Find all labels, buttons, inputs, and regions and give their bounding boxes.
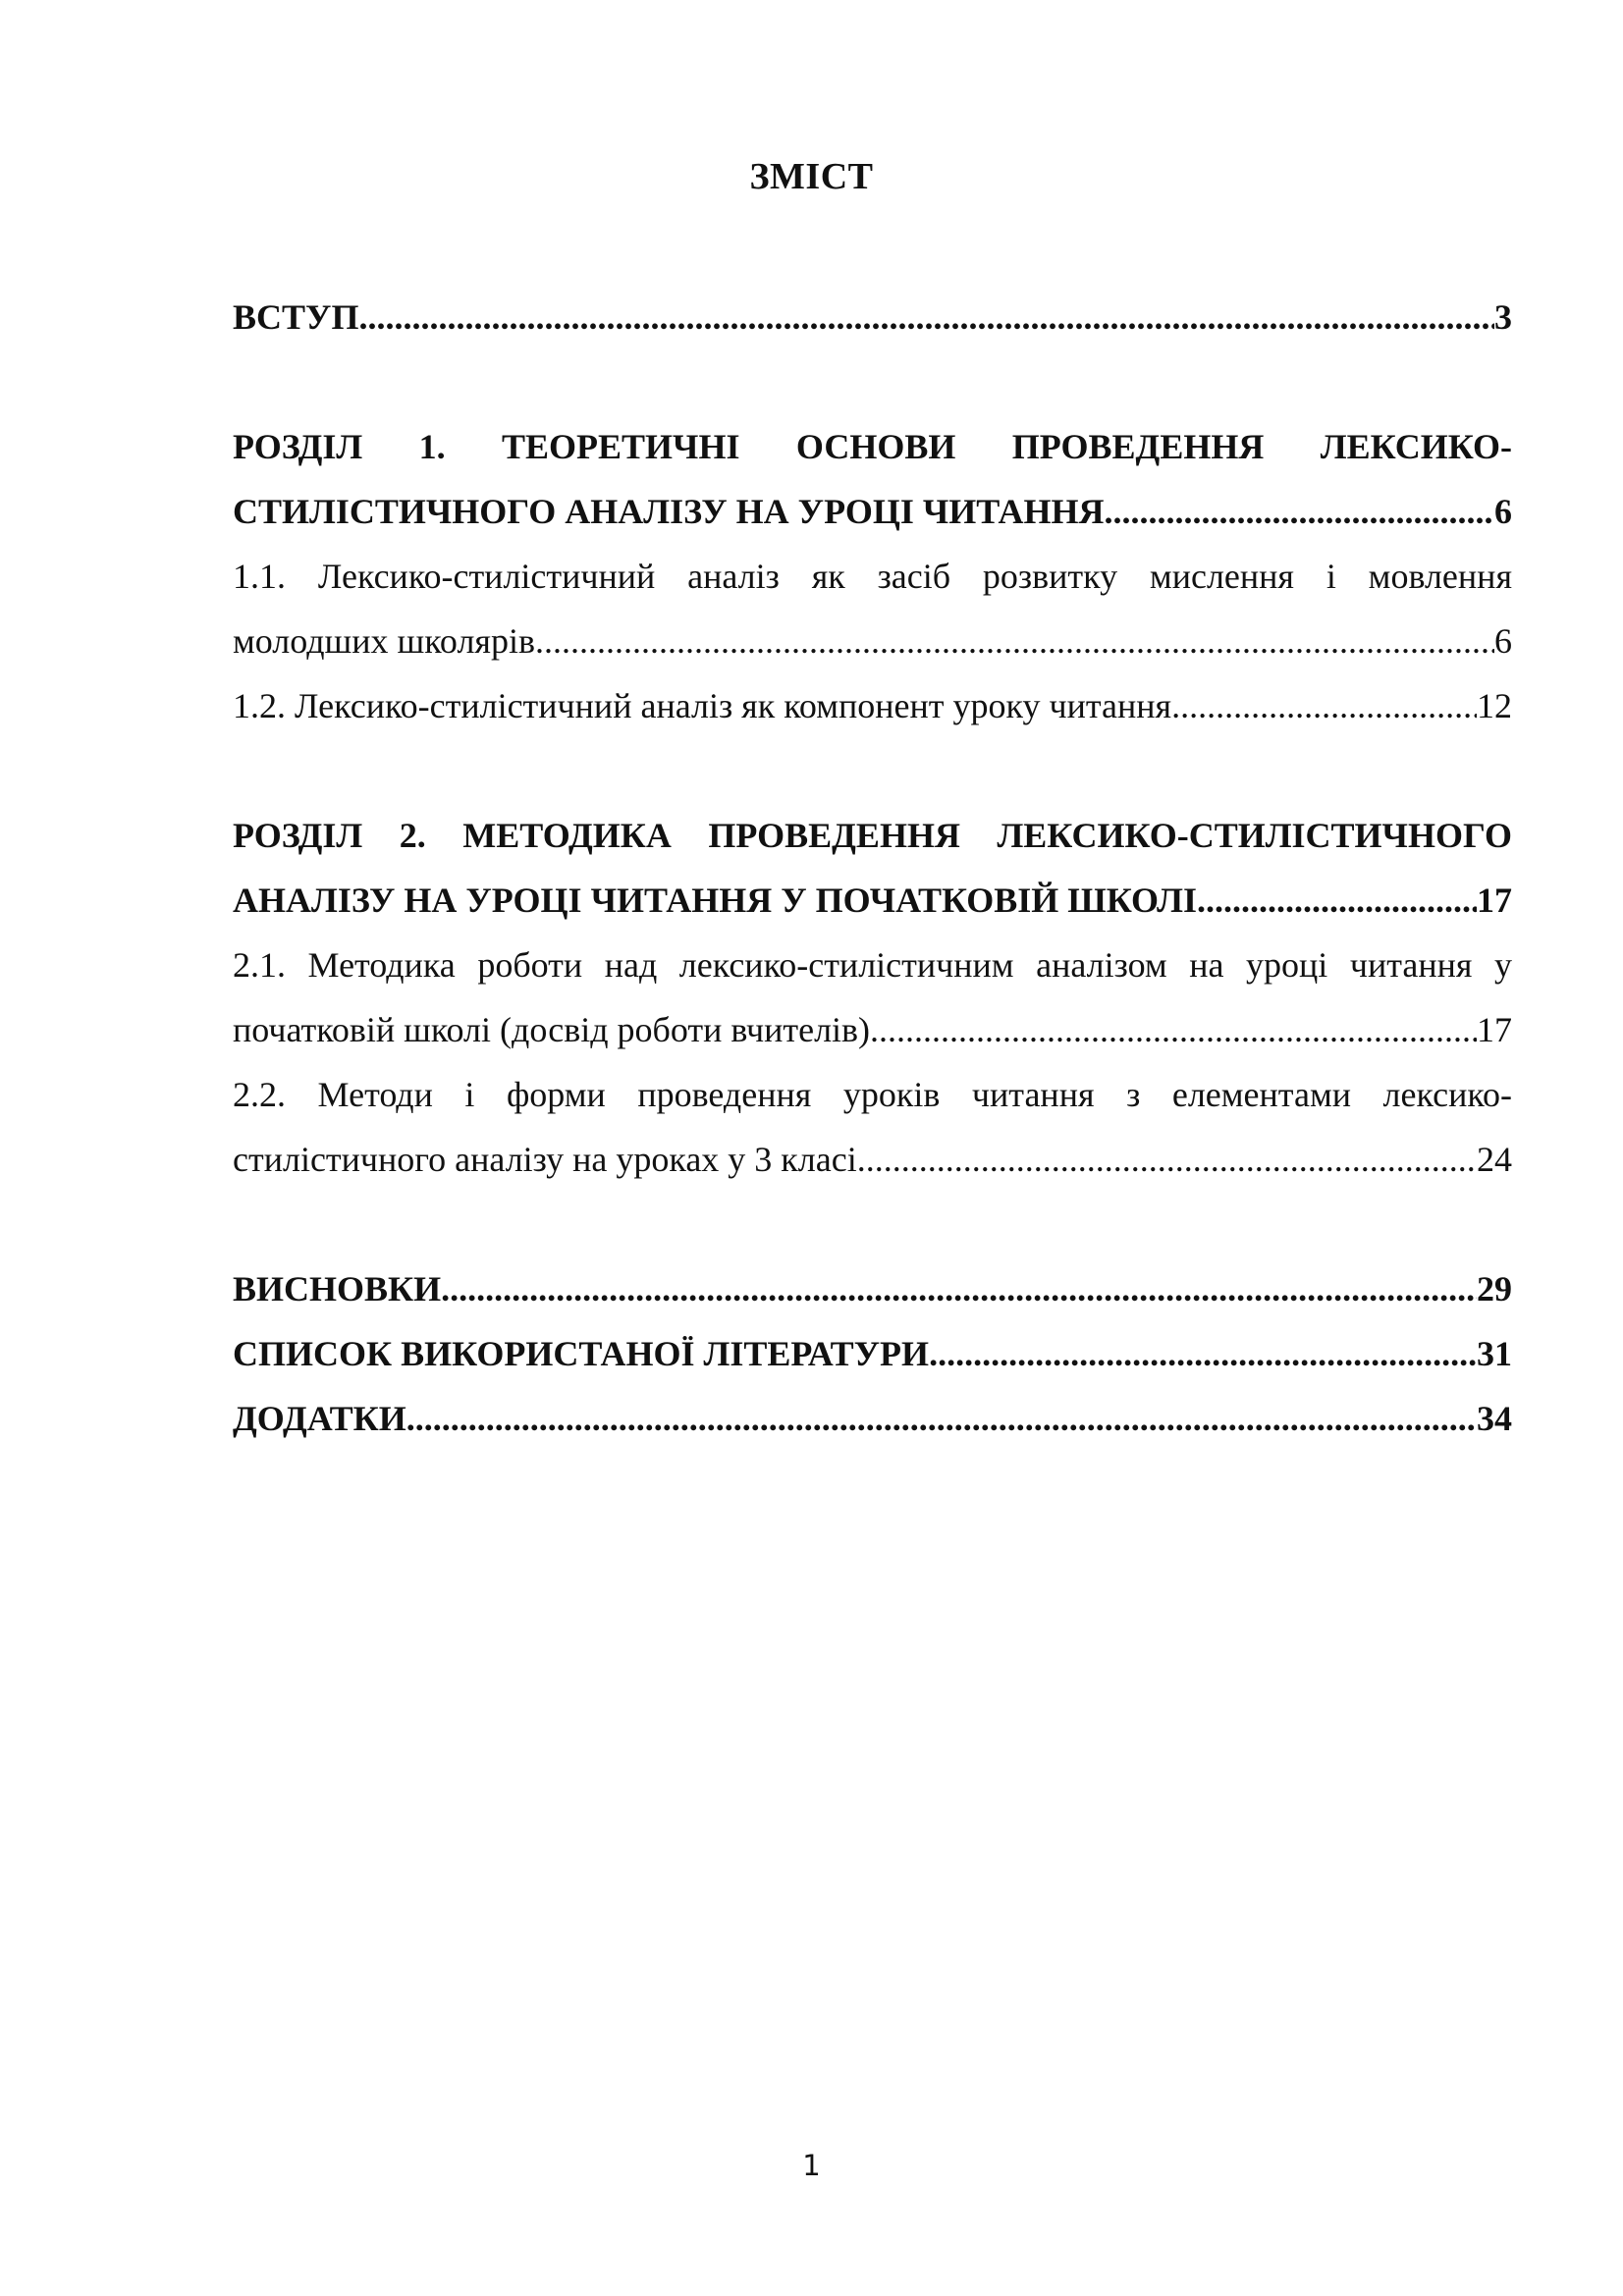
toc-entry-section-2-1[interactable] bbox=[233, 933, 1512, 1062]
spacer bbox=[233, 738, 1512, 803]
toc-page-number: 34 bbox=[1477, 1399, 1512, 1438]
spacer bbox=[233, 1192, 1512, 1256]
toc-page-number: 24 bbox=[1477, 1140, 1512, 1179]
toc-entry-title-line-2: початковій школі (досвід роботи вчителів) bbox=[233, 1010, 871, 1049]
toc-line bbox=[233, 1321, 1512, 1386]
dot-leader bbox=[870, 997, 1477, 1062]
dot-leader bbox=[441, 1256, 1477, 1321]
toc-page-number: 6 bbox=[1494, 492, 1512, 531]
page-title: ЗМІСТ bbox=[749, 156, 874, 197]
dot-leader bbox=[1105, 479, 1494, 544]
toc-entry-section-2-2[interactable] bbox=[233, 1062, 1512, 1192]
toc-line bbox=[233, 285, 1512, 349]
toc-entry-title-line-1: 2.1. Методика роботи над лексико-стилістичним аналізом на уроці читання у bbox=[233, 945, 1512, 985]
toc-page-number: 29 bbox=[1477, 1269, 1512, 1308]
toc-entry-chapter-1[interactable] bbox=[233, 414, 1512, 544]
dot-leader bbox=[1197, 868, 1477, 933]
toc-entry-title: 1.2. Лексико-стилістичний аналіз як компонент уроку читання bbox=[233, 686, 1172, 725]
toc-page-number: 17 bbox=[1477, 881, 1512, 920]
dot-leader bbox=[535, 609, 1494, 673]
toc-page-number: 6 bbox=[1494, 621, 1512, 661]
toc-page-number: 31 bbox=[1477, 1334, 1512, 1373]
toc-line bbox=[233, 1256, 1512, 1321]
toc-entry-chapter-2[interactable] bbox=[233, 803, 1512, 933]
toc-entry-section-1-2[interactable] bbox=[233, 673, 1512, 738]
toc-page-number: 17 bbox=[1477, 1010, 1512, 1049]
toc-entry-title-line-2: СТИЛІСТИЧНОГО АНАЛІЗУ НА УРОЦІ ЧИТАННЯ bbox=[233, 492, 1105, 531]
toc-line bbox=[233, 673, 1512, 738]
toc-entry-title-line-1: 1.1. Лексико-стилістичний аналіз як засіб розвитку мислення і мовлення bbox=[233, 557, 1512, 596]
toc-entry-appendices[interactable] bbox=[233, 1386, 1512, 1451]
toc-entry-references[interactable] bbox=[233, 1321, 1512, 1386]
dot-leader bbox=[929, 1321, 1477, 1386]
toc-entry-title-line-1: РОЗДІЛ 1. ТЕОРЕТИЧНІ ОСНОВИ ПРОВЕДЕННЯ ЛЕКСИКО- bbox=[233, 427, 1512, 466]
toc-entry-intro[interactable] bbox=[233, 285, 1512, 349]
toc-entry-section-1-1[interactable] bbox=[233, 544, 1512, 673]
toc-page-number: 12 bbox=[1477, 686, 1512, 725]
dot-leader bbox=[406, 1386, 1477, 1451]
toc-entry-title-line-1: 2.2. Методи і форми проведення уроків читання з елементами лексико- bbox=[233, 1075, 1512, 1114]
toc-line bbox=[233, 1127, 1512, 1192]
toc-entry-title-line-1: РОЗДІЛ 2. МЕТОДИКА ПРОВЕДЕННЯ ЛЕКСИКО-СТИЛІСТИЧНОГО bbox=[233, 816, 1512, 855]
dot-leader bbox=[857, 1127, 1477, 1192]
toc-entry-title-line-2: молодших школярів bbox=[233, 621, 535, 661]
toc-entry-title-line-2: АНАЛІЗУ НА УРОЦІ ЧИТАННЯ У ПОЧАТКОВІЙ ШКОЛІ bbox=[233, 881, 1198, 920]
toc-line bbox=[233, 1386, 1512, 1451]
toc-entry-conclusions[interactable] bbox=[233, 1256, 1512, 1321]
dot-leader bbox=[358, 285, 1494, 349]
toc-line bbox=[233, 479, 1512, 544]
toc-entry-title: СПИСОК ВИКОРИСТАНОЇ ЛІТЕРАТУРИ bbox=[233, 1334, 930, 1373]
toc-entry-title-line-2: стилістичного аналізу на уроках у 3 класі bbox=[233, 1140, 857, 1179]
toc-entry-title: ВСТУП bbox=[233, 297, 359, 337]
toc-page-number: 3 bbox=[1494, 297, 1512, 337]
dot-leader bbox=[1171, 673, 1477, 738]
toc-line bbox=[233, 609, 1512, 673]
spacer bbox=[233, 349, 1512, 414]
table-of-contents bbox=[233, 285, 1512, 1451]
toc-line bbox=[233, 997, 1512, 1062]
page-number: 1 bbox=[802, 2149, 821, 2182]
toc-entry-title: ВИСНОВКИ bbox=[233, 1269, 442, 1308]
toc-entry-title: ДОДАТКИ bbox=[233, 1399, 406, 1438]
toc-line bbox=[233, 868, 1512, 933]
